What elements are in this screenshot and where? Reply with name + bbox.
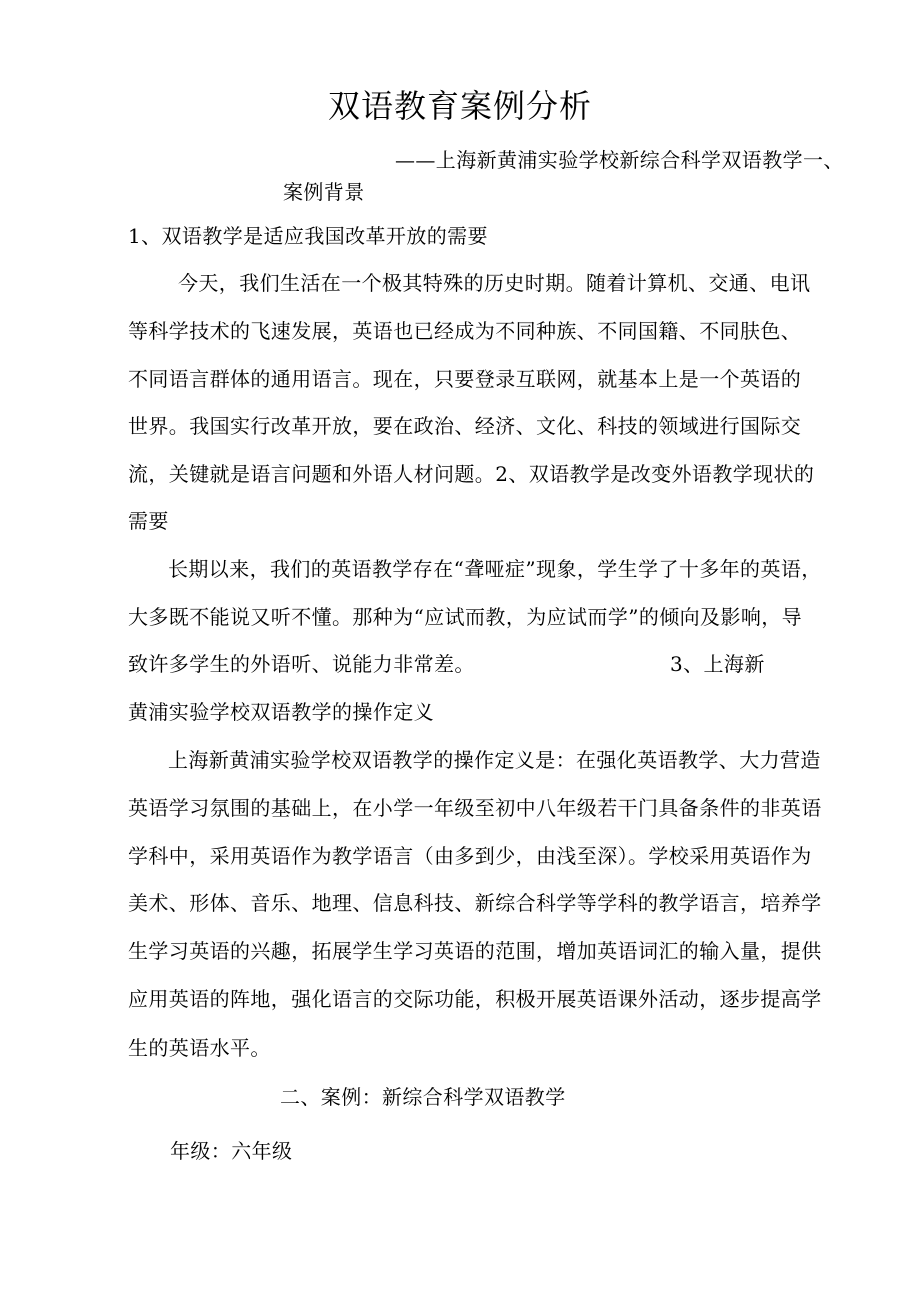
paragraph-line: 今天，我们生活在一个极其特殊的历史时期。随着计算机、交通、电讯	[178, 271, 811, 295]
subheading: 1、双语教学是适应我国改革开放的需要	[128, 224, 488, 248]
paragraph-line: 世界。我国实行改革开放，要在政治、经济、文化、科技的领域进行国际交	[128, 414, 802, 438]
grade-label: 年级：六年级	[170, 1139, 293, 1163]
paragraph-line: 生学习英语的兴趣，拓展学生学习英语的范围，增加英语词汇的输入量，提供	[128, 939, 822, 963]
paragraph-line: 生的英语水平。	[128, 1036, 271, 1060]
paragraph-line: 长期以来，我们的英语教学存在“聋哑症”现象，学生学了十多年的英语，	[168, 557, 822, 581]
paragraph-line: 大多既不能说又听不懂。那种为“应试而教，为应试而学”的倾向及影响，导	[128, 605, 803, 629]
subheading: 3、上海新	[670, 652, 765, 676]
paragraph-line: 需要	[128, 509, 169, 533]
section-heading: 二、案例：新综合科学双语教学	[280, 1085, 566, 1109]
paragraph-line: 等科学技术的飞速发展，英语也已经成为不同种族、不同国籍、不同肤色、	[128, 319, 802, 343]
paragraph-line: 英语学习氛围的基础上，在小学一年级至初中八年级若干门具备条件的非英语	[128, 796, 822, 820]
subtitle: ——上海新黄浦实验学校新综合科学双语教学一、	[395, 148, 844, 172]
paragraph-line: 流，关键就是语言问题和外语人材问题。2、双语教学是改变外语教学现状的	[128, 462, 815, 486]
document-title: 双语教育案例分析	[327, 87, 592, 125]
paragraph-line: 学科中，采用英语作为教学语言（由多到少，由浅至深）。学校采用英语作为	[128, 844, 812, 868]
paragraph-line: 不同语言群体的通用语言。现在，只要登录互联网，就基本上是一个英语的	[128, 367, 802, 391]
subheading: 黄浦实验学校双语教学的操作定义	[128, 700, 434, 724]
paragraph-line: 上海新黄浦实验学校双语教学的操作定义是：在强化英语教学、大力营造	[168, 748, 821, 772]
paragraph-line: 致许多学生的外语听、说能力非常差。	[128, 652, 475, 676]
section-heading: 案例背景	[283, 180, 365, 204]
paragraph-line: 应用英语的阵地，强化语言的交际功能，积极开展英语课外活动，逐步提高学	[128, 987, 822, 1011]
paragraph-line: 美术、形体、音乐、地理、信息科技、新综合科学等学科的教学语言，培养学	[128, 891, 822, 915]
